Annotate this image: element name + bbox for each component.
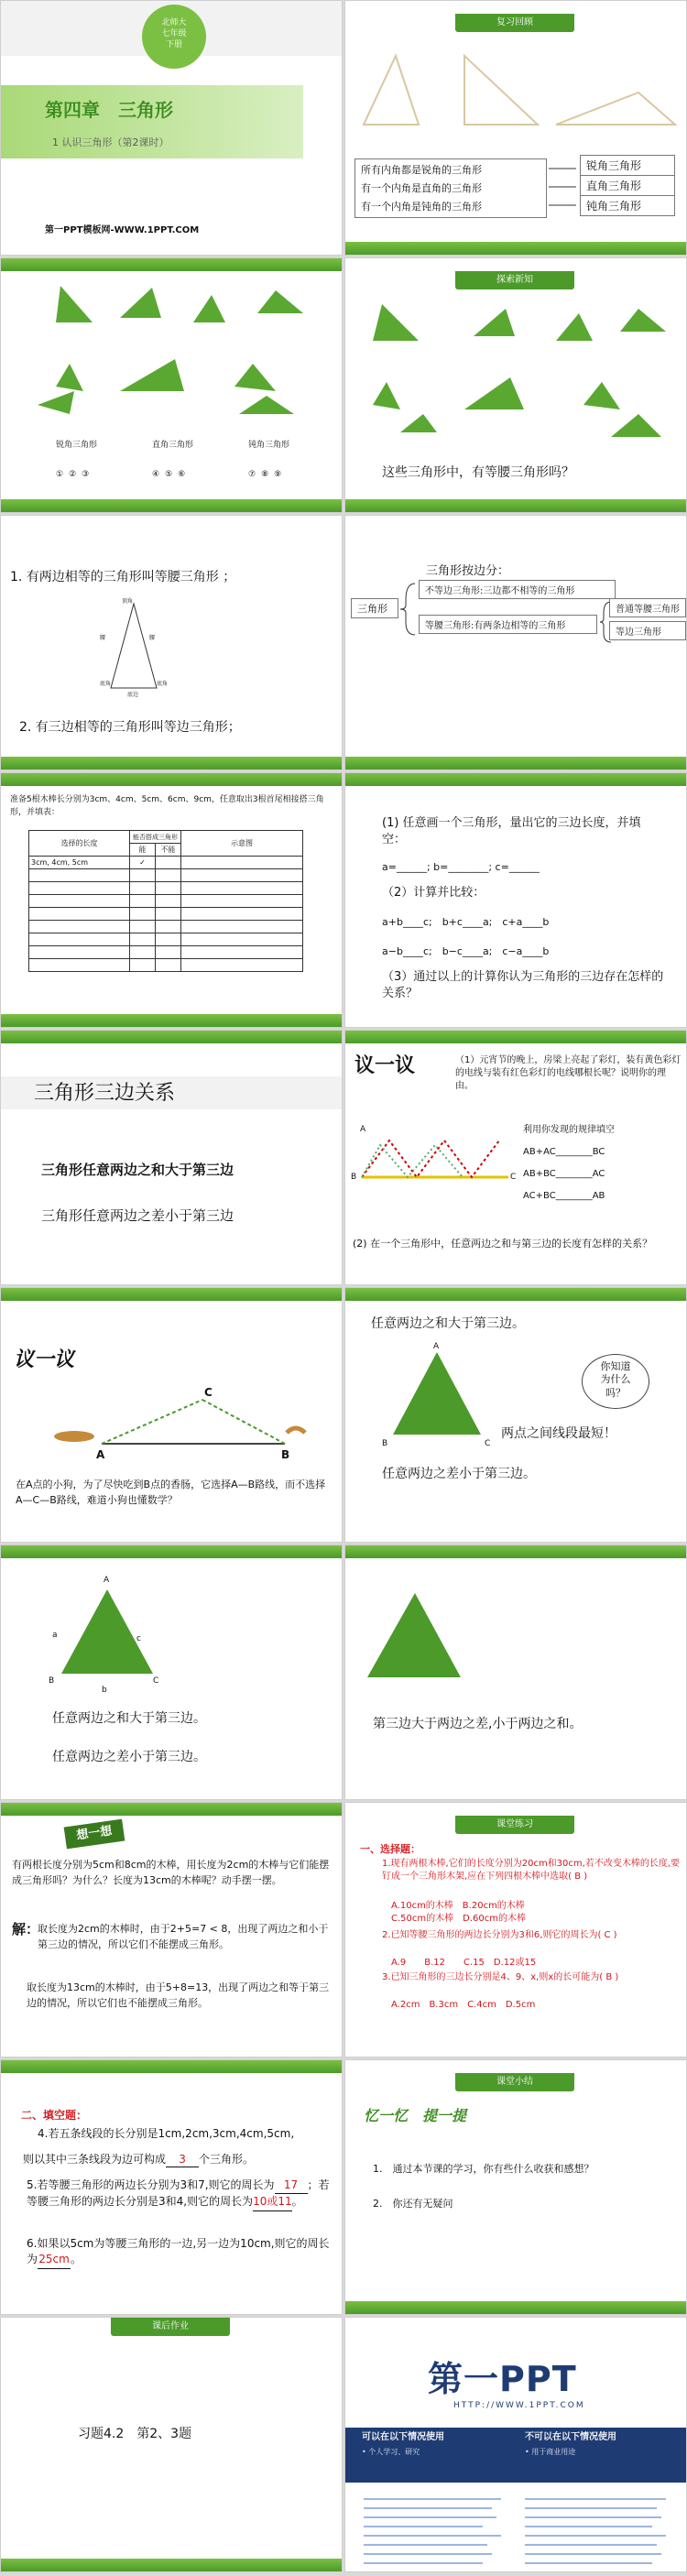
ppt-logo: 第一PPT [428, 2359, 577, 2399]
usage-forbidden-heading: 不可以在以下情况使用 [525, 2432, 616, 2442]
chapter-title: 第四章 三角形 [45, 99, 173, 121]
rule-difference: 三角形任意两边之差小于第三边 [41, 1207, 234, 1224]
point-c: C [485, 1439, 491, 1448]
experiment-table [28, 830, 303, 972]
slide-isosceles-question [344, 257, 687, 513]
publisher-badge [142, 5, 206, 69]
point-a: A [96, 1448, 105, 1461]
section-tab: 课后作业 [111, 2318, 230, 2336]
point-c: C [204, 1386, 213, 1399]
site-footer: 第一PPT模板网-WWW.1PPT.COM [45, 225, 200, 235]
solution-label: 解： [12, 1921, 40, 1937]
header-yes: 能 [130, 844, 156, 857]
rule-difference: 任意两边之差小于第三边。 [52, 1750, 206, 1764]
slide-definitions [0, 515, 343, 770]
table-row: 3cm, 4cm, 5cm [29, 857, 130, 869]
dog-icon [54, 1431, 94, 1442]
answer-right: 直角三角形 [580, 175, 675, 196]
homework-text: 习题4.2 第2、3题 [78, 2427, 192, 2441]
slide-classify [0, 257, 343, 513]
rule-sum: 任意两边之和大于第三边。 [371, 1316, 525, 1331]
point-b: B [382, 1439, 388, 1448]
question-2: （2）计算并比较： [382, 886, 485, 900]
point-a: A [360, 1125, 366, 1134]
label-acute: 锐角三角形 [56, 441, 98, 450]
fill-line: a+b____c; b+c____a; c+a____b [382, 916, 550, 928]
discuss-heading: 议一议 [14, 1348, 75, 1371]
site-url: HTTP://WWW.1PPT.COM [453, 2401, 585, 2410]
dog-story: 在A点的小狗，为了尽快吃到B点的香肠，它选择A—B路线，而不选择A—C—B路线，难道小狗也懂数学？ [16, 1479, 326, 1507]
rule-difference: 任意两边之差小于第三边。 [382, 1467, 536, 1481]
options: A.2cm B.3cm C.4cm D.5cm [391, 2000, 536, 2010]
label-base-angle: 底角 [157, 681, 169, 687]
slide-discuss-lights [344, 1030, 687, 1285]
question-2: 2.已知等腰三角形的两边长分别为3和6,则它的周长为( C ) [382, 1930, 617, 1940]
badge-line: 七年级 [161, 29, 187, 39]
problem-text: 有两根长度分别为5cm和8cm的木棒，用长度为2cm的木棒与它们能摆成三角形吗？为什么？长度为13cm的木棒呢？动手摆一摆。 [12, 1859, 330, 1886]
green-triangle [360, 1586, 470, 1686]
point-b: B [49, 1676, 55, 1686]
slide-summary [344, 2059, 687, 2315]
section-heading: 一、选择题： [360, 1843, 420, 1855]
question-text: 这些三角形中，有等腰三角形吗？ [382, 465, 574, 480]
slide-title-text: 三角形三边关系 [34, 1082, 176, 1105]
label-base-angle: 底角 [100, 681, 112, 687]
point-a: A [104, 1576, 110, 1585]
options: C.50cm的木棒 D.60cm的木棒 [391, 1914, 526, 1924]
equilateral-definition: 2. 有三边相等的三角形叫等边三角形； [19, 720, 241, 735]
root-box: 三角形 [351, 598, 398, 618]
label-obtuse: 钝角三角形 [248, 441, 290, 450]
acute-triangle [364, 56, 419, 125]
answer-nums: ④⑤⑥ [152, 470, 191, 479]
question-4: 4.若五条线段的长分别是1cm,2cm,3cm,4cm,5cm, [38, 2127, 295, 2140]
summary-item-1: 1. 通过本节课的学习，你有些什么收获和感想？ [373, 2163, 594, 2175]
answer-acute: 锐角三角形 [580, 155, 675, 176]
shortest-segment: 两点之间线段最短！ [501, 1426, 616, 1441]
green-triangles [345, 295, 687, 460]
slide-shortest [344, 1287, 687, 1543]
badge-line: 北师大 [161, 18, 187, 27]
answer-nums: ⑦⑧⑨ [248, 470, 288, 479]
solution-part-2: 取长度为13cm的木棒时，由于5+8=13，出现了两边之和等于第三边的情况，所以它们也不能摆成三角形。 [27, 1981, 330, 2009]
header-can-form: 能否搭成三角形 [130, 831, 181, 844]
slide-review [344, 0, 687, 256]
side-c: c [136, 1634, 141, 1643]
formula-2: AB+BC________AC [523, 1169, 605, 1179]
slide-classify-by-sides [344, 515, 687, 770]
definition-row: 有一个内角是钝角的三角形 [361, 200, 482, 213]
equilateral-box: 等边三角形 [609, 621, 686, 640]
definition-row: 所有内角都是锐角的三角形 [361, 164, 482, 176]
slide-abc-rules [0, 1545, 343, 1800]
question-3: （3）通过以上的计算你认为三角形的三边存在怎样的关系？ [382, 970, 664, 1000]
summary-heading: 忆一忆 提一提 [364, 2107, 467, 2124]
lights-diagram [353, 1131, 527, 1195]
rule-sum: 任意两边之和大于第三边。 [52, 1711, 206, 1726]
fill-line: a=______; b=________; c=______ [382, 861, 540, 873]
section-tab: 课堂练习 [455, 1816, 574, 1834]
green-triangle [382, 1343, 492, 1444]
slide-homework [0, 2317, 343, 2572]
side-a: a [52, 1631, 58, 1640]
summary-item-2: 2. 你还有无疑问 [373, 2198, 453, 2210]
usage-allowed-text: • 个人学习、研究 [362, 2448, 420, 2456]
point-c: C [153, 1676, 159, 1686]
badge-line: 下册 [165, 40, 182, 50]
table-check: ✓ [130, 857, 156, 869]
slide-think [0, 1802, 343, 2058]
question-5: 5.若等腰三角形的两边长分别为3和7,则它的周长为 17 ；若等腰三角形的两边长分别是3和4,则它的周长为10或11。 [27, 2178, 338, 2211]
slide-experiment [0, 772, 343, 1028]
usage-forbidden-text: • 用于商业用途 [525, 2448, 576, 2456]
normal-isosceles-box: 普通等腰三角形 [609, 598, 686, 617]
question-6: 6.如果以5cm为等腰三角形的一边,另一边为10cm,则它的周长为25cm。 [27, 2236, 338, 2269]
slide-title [0, 0, 343, 256]
section-tab: 复习回顾 [455, 14, 574, 32]
answer-obtuse: 钝角三角形 [580, 195, 675, 216]
slide-exercise-fill [0, 2059, 343, 2315]
question-1: （1）元宵节的晚上，房梁上亮起了彩灯，装有黄色彩灯的电线与装有红色彩灯的电线哪根长呢？说明你的理由。 [455, 1055, 682, 1091]
formula-3: AC+BC________AB [523, 1191, 605, 1201]
lesson-subtitle: 1 认识三角形（第2课时） [52, 136, 169, 148]
fill-line: a−b____c; b−c____a; c−a____b [382, 945, 550, 957]
options: A.9 B.12 C.15 D.12或15 [391, 1958, 537, 1968]
point-a: A [433, 1342, 440, 1351]
think-banner: 想一想 [64, 1819, 125, 1850]
definition-row: 有一个内角是直角的三角形 [361, 181, 482, 194]
options: A.10cm的木棒 B.20cm的木棒 [391, 1901, 525, 1911]
point-c: C [510, 1173, 517, 1182]
solution-part-1: 取长度为2cm的木棒时，由于2+5=7 < 8，出现了两边之和小于第三边的情况，所以它们不能摆成三角形。 [38, 1923, 329, 1950]
slide-exercise-choice [344, 1802, 687, 2058]
label-leg: 腰 [149, 635, 156, 641]
thought-bubble: 你知道 为什么 吗？ [582, 1354, 649, 1409]
scalene-box: 不等边三角形:三边都不相等的三角形 [419, 580, 616, 599]
label-right: 直角三角形 [152, 441, 194, 450]
isosceles-definition: 1. 有两边相等的三角形叫等腰三角形 ； [10, 570, 236, 584]
point-b: B [281, 1448, 290, 1461]
right-triangle [464, 56, 538, 125]
experiment-intro: 准备5根木棒长分别为3cm、4cm、5cm、6cm、9cm，任意取出3根首尾相接搭三角形，并填表： [10, 795, 324, 818]
hint-text: 利用你发现的规律填空 [523, 1125, 615, 1135]
third-side-rule: 第三边大于两边之差,小于两边之和。 [373, 1717, 583, 1731]
label-apex: 顶角 [122, 598, 134, 605]
slide-side-relations [0, 1030, 343, 1285]
question-4-fill: 则以其中三条线段为边可构成 3 个三角形。 [23, 2152, 340, 2167]
question-3: 3.已知三角形的三边长分别是4、9、x,则x的长可能为( B ) [382, 1972, 619, 1982]
section-tab: 课堂小结 [455, 2073, 574, 2091]
question-1: (1) 任意画一个三角形，量出它的三边长度，并填空： [382, 816, 641, 846]
header-diagram: 示意图 [181, 831, 303, 857]
dog-route-diagram [1, 1380, 343, 1471]
header-no: 不能 [156, 844, 181, 857]
green-triangle [52, 1582, 162, 1683]
obtuse-triangle [556, 93, 675, 125]
sausage-icon [287, 1428, 305, 1433]
usage-allowed-heading: 可以在以下情况使用 [362, 2432, 444, 2442]
slide-dog [0, 1287, 343, 1543]
rule-sum: 三角形任意两边之和大于第三边 [41, 1162, 234, 1178]
label-base: 底边 [127, 692, 139, 698]
slide-third-side [344, 1545, 687, 1800]
green-triangles [1, 277, 343, 451]
link-list [345, 2488, 687, 2571]
formula-1: AB+AC________BC [523, 1147, 605, 1157]
slide-template-credit [344, 2317, 687, 2572]
section-heading: 二、填空题： [21, 2109, 88, 2122]
slide-title-text: 三角形按边分： [426, 564, 510, 578]
triangle-examples [345, 38, 687, 138]
header-length: 选择的长度 [29, 831, 130, 857]
discuss-heading: 议一议 [354, 1054, 416, 1077]
label-leg: 腰 [100, 635, 106, 641]
side-b: b [102, 1686, 107, 1695]
question-1: 1.现有两根木棒,它们的长度分别为20cm和30cm,若不改变木棒的长度,要钉成一个三角形木架,应在下列四根木棒中选取( B ) [382, 1859, 681, 1882]
question-2: (2) 在一个三角形中，任意两边之和与第三边的长度有怎样的关系？ [353, 1238, 653, 1250]
section-tab: 探索新知 [455, 271, 574, 289]
point-b: B [351, 1173, 357, 1182]
answer-nums: ①②③ [56, 470, 95, 479]
isosceles-box: 等腰三角形:有两条边相等的三角形 [419, 615, 597, 634]
slide-measure [344, 772, 687, 1028]
